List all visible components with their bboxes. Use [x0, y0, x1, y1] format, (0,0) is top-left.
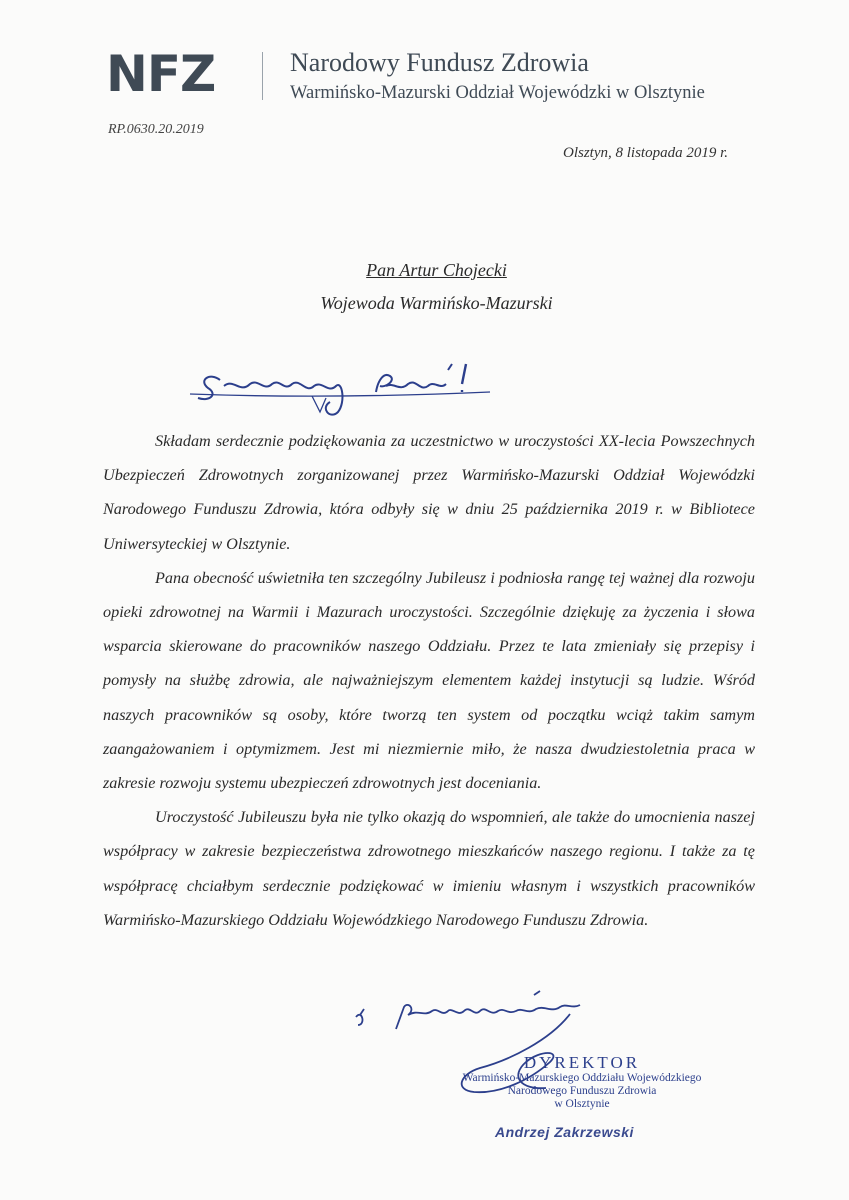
stamp-line-3: w Olsztynie: [554, 1098, 610, 1110]
org-branch: Warmińsko-Mazurski Oddział Wojewódzki w Olsztynie: [290, 83, 705, 103]
stamp-line-2: Narodowego Funduszu Zdrowia: [507, 1085, 657, 1097]
header-divider: [262, 52, 263, 100]
body-paragraph-1: Składam serdecznie podziękowania za uczestnictwo w uroczystości XX-lecia Powszechnych Ubezpieczeń Zdrowotnych zorganizowanej przez Warmińsko-Mazurski Oddział Wojewódzki Narodowego Funduszu Zdrowia, która odbyły się w dniu 25 października 2019 r. w Bibliotece Uniwersyteckiej w Olsztynie.: [103, 432, 755, 553]
stamp-title: DYREKTOR: [523, 1053, 641, 1072]
addressee-title: Wojewoda Warmińsko-Mazurski: [320, 293, 553, 313]
director-stamp: [452, 1054, 712, 1111]
letter-body: [103, 424, 755, 937]
signer-name: Andrzej Zakrzewski: [495, 1124, 634, 1140]
addressee-name: Pan Artur Chojecki: [366, 260, 507, 280]
handwritten-salutation: [180, 358, 500, 428]
reference-number: RP.0630.20.2019: [108, 122, 204, 137]
body-paragraph-3: Uroczystość Jubileuszu była nie tylko okazją do wspomnień, ale także do umocnienia naszej współpracy w zakresie bezpieczeństwa zdrowotnego mieszkańców naszego regionu. I także za tę współpracę chciałbym serdecznie podziękować w imieniu własnym i wszystkich pracowników Warmińsko-Mazurskiego Oddziału Wojewódzkiego Narodowego Funduszu Zdrowia.: [103, 808, 755, 929]
letter-date: Olsztyn, 8 listopada 2019 r.: [563, 145, 729, 161]
nfz-logo: NFZ: [106, 45, 216, 103]
org-name: Narodowy Fundusz Zdrowia: [290, 48, 589, 77]
body-paragraph-2: Pana obecność uświetniła ten szczególny Jubileusz i podniosła rangę tej ważnej dla rozwoju opieki zdrowotnej na Warmii i Mazurach uroczystości. Szczególnie dziękuję za życzenia i słowa wsparcia skierowane do pracowników naszego Oddziału. Przez te lata zmieniały się przepisy i pomysły na służbę zdrowia, ale najważniejszym elementem każdej instytucji są ludzie. Wśród naszych pracowników są osoby, które tworzą ten system od początku wciąż takim samym zaangażowaniem i optymizmem. Jest mi niezmiernie miło, że nasza dwudziestoletnia praca w zakresie rozwoju systemu ubezpieczeń zdrowotnych jest doceniania.: [103, 568, 755, 793]
stamp-line-1: Warmińsko-Mazurskiego Oddziału Wojewódzkiego: [462, 1072, 702, 1084]
